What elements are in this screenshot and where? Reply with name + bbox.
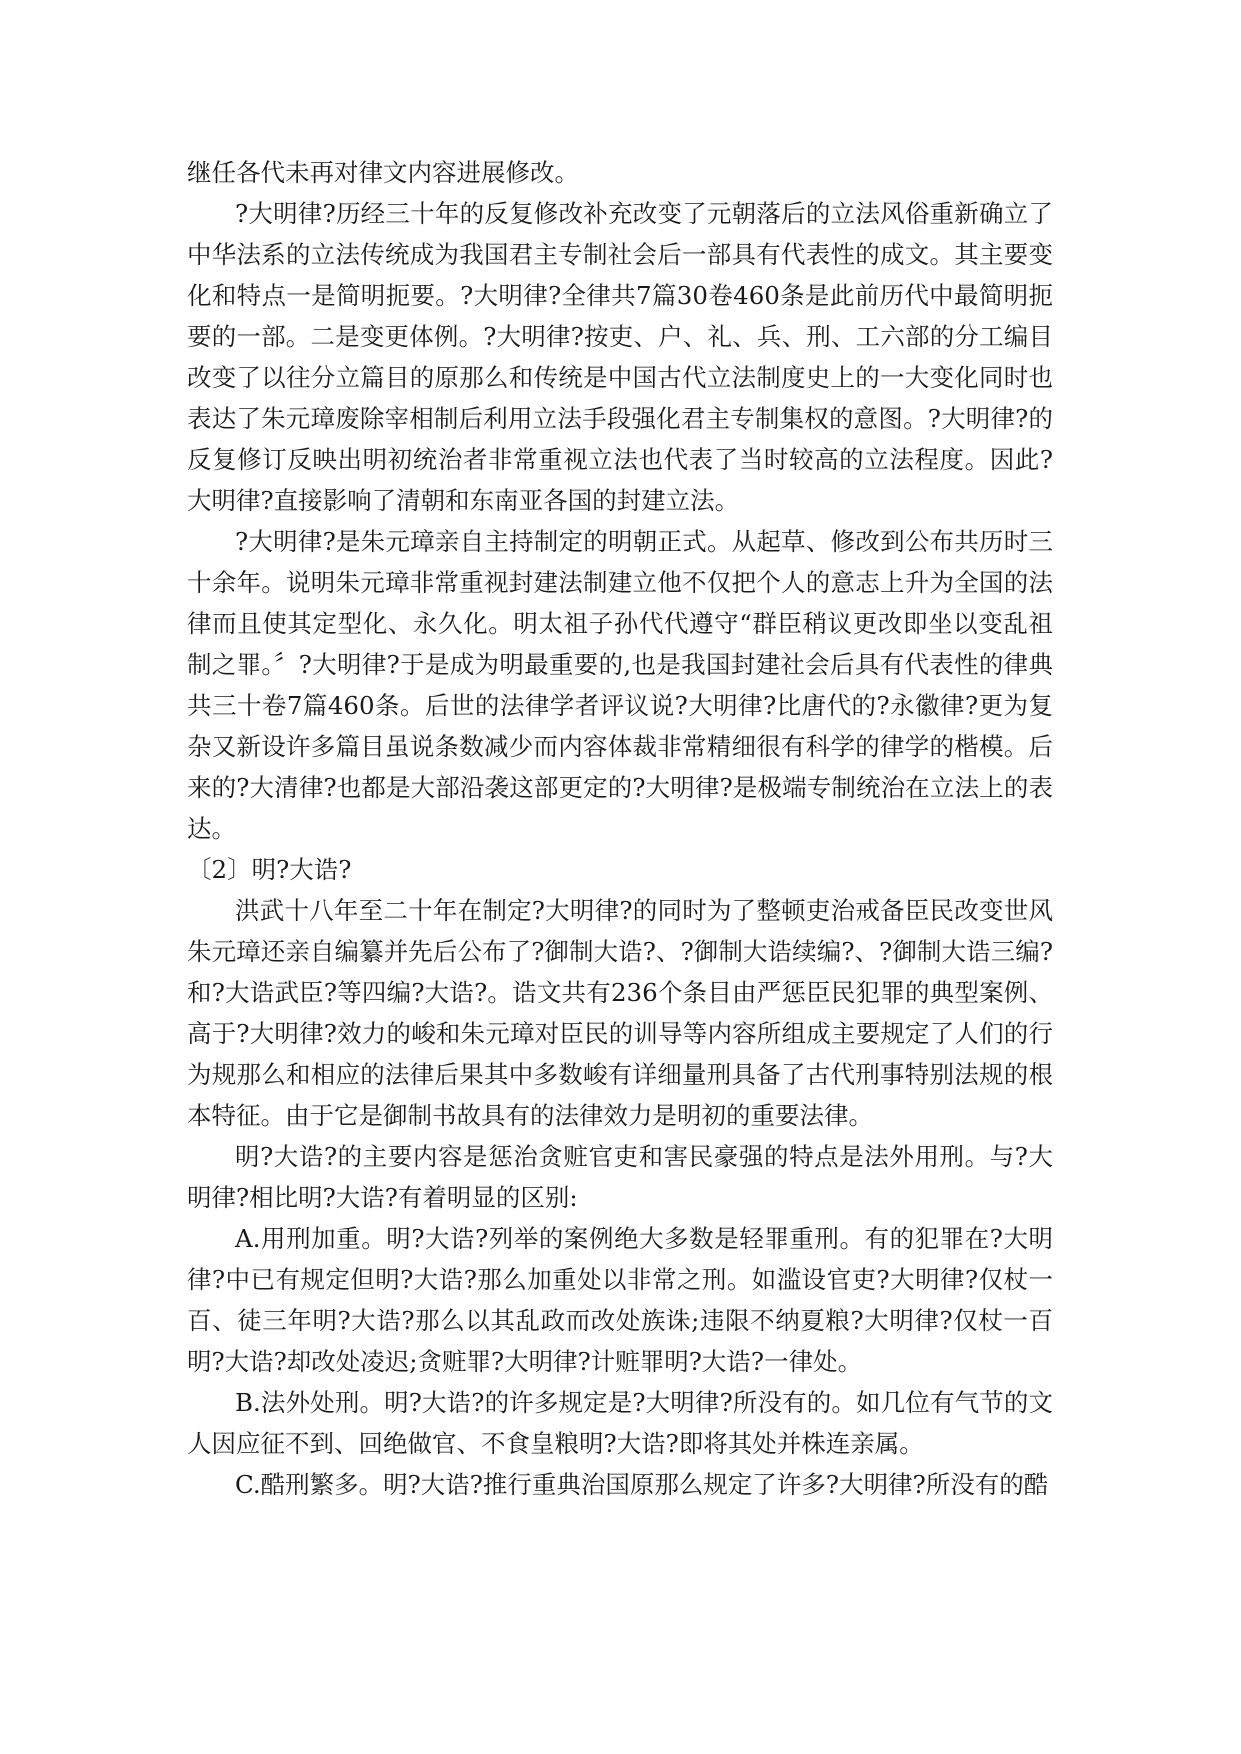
paragraph-point-c: C.酷刑繁多。明?大诰?推行重典治国原那么规定了许多?大明律?所没有的酷 — [235, 1470, 1049, 1499]
paragraph-da-gao-content: 明?大诰?的主要内容是惩治贪赃官吏和害民豪强的特点是法外用刑。与?大明律?相比明?大诰?有着明显的区别: — [187, 1142, 1053, 1212]
section-heading-da-gao: 〔2〕明?大诰? — [187, 855, 352, 884]
paragraph-point-a: A.用刑加重。明?大诰?列举的案例绝大多数是轻罪重刑。有的犯罪在?大明律?中已有规定但明?大诰?那么加重处以非常之刑。如滥设官吏?大明律?仅杖一百、徒三年明?大诰?那么以其乱政而改处族诛;违限不纳夏粮?大明律?仅杖一百明?大诰?却改处凌迟;贪赃罪?大明律?计赃罪明?大诰?一律处。 — [187, 1224, 1053, 1376]
paragraph-da-ming-lu-significance: ?大明律?是朱元璋亲自主持制定的明朝正式。从起草、修改到公布共历时三十余年。说明朱元璋非常重视封建法制建立他不仅把个人的意志上升为全国的法律而且使其定型化、永久化。明太祖子孙代代遵守“群臣稍议更改即坐以变乱祖制之罪。〞?大明律?于是成为明最重要的,也是我国封建社会后具有代表性的律典共三十卷7篇460条。后世的法律学者评议说?大明律?比唐代的?永徽律?更为复杂又新设许多篇目虽说条数减少而内容体裁非常精细很有科学的律学的楷模。后来的?大清律?也都是大部沿袭这部更定的?大明律?是极端专制统治在立法上的表达。 — [187, 527, 1053, 843]
paragraph-da-gao-compilation: 洪武十八年至二十年在制定?大明律?的同时为了整顿吏治戒备臣民改变世风朱元璋还亲自编纂并先后公布了?御制大诰?、?御制大诰续编?、?御制大诰三编?和?大诰武臣?等四编?大诰?。诰文共有236个条目由严惩臣民犯罪的典型案例、高于?大明律?效力的峻和朱元璋对臣民的训导等内容所组成主要规定了人们的行为规那么和相应的法律后果其中多数峻有详细量刑具备了古代刑事特别法规的根本特征。由于它是御制书故具有的法律效力是明初的重要法律。 — [187, 896, 1053, 1130]
document-body — [187, 152, 1053, 1505]
paragraph-da-ming-lu-revision: ?大明律?历经三十年的反复修改补充改变了元朝落后的立法风俗重新确立了中华法系的立法传统成为我国君主专制社会后一部具有代表性的成文。其主要变化和特点一是简明扼要。?大明律?全律共7篇30卷460条是此前历代中最简明扼要的一部。二是变更体例。?大明律?按吏、户、礼、兵、刑、工六部的分工编目改变了以往分立篇目的原那么和传统是中国古代立法制度史上的一大变化同时也表达了朱元璋废除宰相制后利用立法手段强化君主专制集权的意图。?大明律?的反复修订反映出明初统治者非常重视立法也代表了当时较高的立法程度。因此?大明律?直接影响了清朝和东南亚各国的封建立法。 — [187, 199, 1053, 515]
paragraph-point-b: B.法外处刑。明?大诰?的许多规定是?大明律?所没有的。如几位有气节的文人因应征不到、回绝做官、不食皇粮明?大诰?即将其处并株连亲属。 — [187, 1388, 1053, 1458]
paragraph-continuation: 继任各代未再对律文内容进展修改。 — [187, 158, 579, 187]
